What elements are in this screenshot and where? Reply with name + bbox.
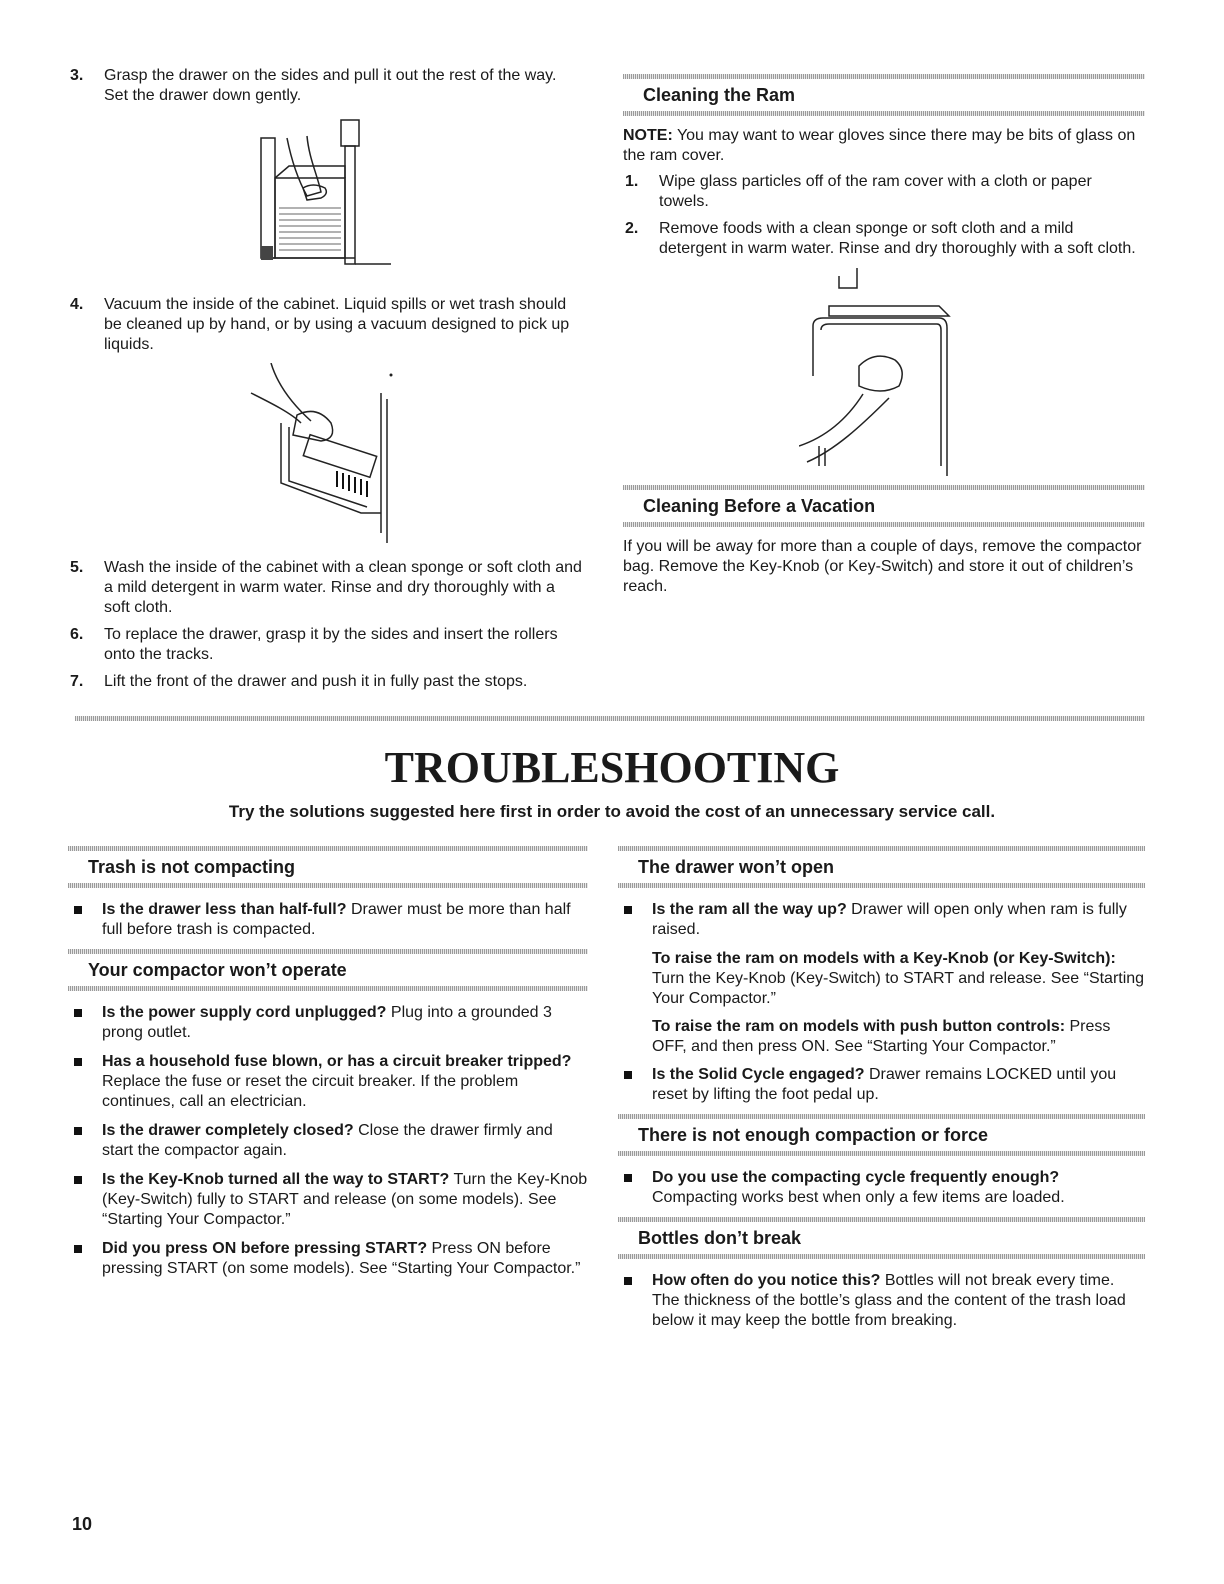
- bullet-icon: [68, 900, 102, 940]
- drawer-wont-open-header: [618, 846, 1145, 888]
- bullet-icon: [618, 1168, 652, 1208]
- list-item: How often do you notice this? Bottles will not break every time. The thickness of the bottle’s glass and the content of the trash load below it may keep the bottle from breaking.: [618, 1271, 1145, 1331]
- section-title: Trash is not compacting: [88, 857, 296, 877]
- ram-cleaning-illustration: [799, 266, 969, 481]
- section-title: There is not enough compaction or force: [638, 1125, 989, 1145]
- left-instructions: [68, 66, 583, 699]
- bullet-icon: [68, 1052, 102, 1112]
- bullet-icon: [618, 1065, 652, 1105]
- section-title: The drawer won’t open: [638, 857, 835, 877]
- wont-operate-header: [68, 949, 588, 991]
- bullet-icon: [68, 1170, 102, 1230]
- step-3: 3. Grasp the drawer on the sides and pull it out the rest of the way. Set the drawer down gently.: [70, 67, 557, 104]
- page-subtitle: Try the solutions suggested here first in order to avoid the cost of an unnecessary service call.: [228, 802, 996, 821]
- vacuum-cabinet-illustration: [241, 363, 411, 548]
- list-item: Is the power supply cord unplugged? Plug into a grounded 3 prong outlet.: [68, 1003, 588, 1043]
- bullet-icon: [68, 1239, 102, 1279]
- section-title: Your compactor won’t operate: [88, 960, 347, 980]
- divider: [623, 522, 1145, 527]
- ram-step-2: 2. Remove foods with a clean sponge or soft cloth and a mild detergent in warm water. Rinse and dry thoroughly with a soft cloth.: [625, 220, 1136, 257]
- step-5: 5. Wash the inside of the cabinet with a clean sponge or soft cloth and a mild detergent in warm water. Rinse and dry thoroughly with a soft cloth.: [70, 559, 582, 616]
- ram-step-1: 1. Wipe glass particles off of the ram cover with a cloth or paper towels.: [625, 173, 1092, 210]
- list-item: Has a household fuse blown, or has a circuit breaker tripped? Replace the fuse or reset the circuit breaker. If the problem continues, call an electrician.: [68, 1052, 588, 1112]
- divider: [623, 111, 1145, 116]
- page-number: 10: [72, 1514, 93, 1534]
- page-title: TROUBLESHOOTING: [384, 743, 840, 792]
- list-item: Do you use the compacting cycle frequently enough? Compacting works best when only a few items are loaded.: [618, 1168, 1145, 1208]
- section-title: Cleaning the Ram: [643, 85, 796, 105]
- vacation-text: If you will be away for more than a couple of days, remove the compactor bag. Remove the Key-Knob (or Key-Switch) and store it out of children’s reach.: [623, 538, 1142, 595]
- bullet-icon: [68, 1121, 102, 1161]
- bullet-icon: [618, 900, 652, 940]
- bullet-icon: [68, 1003, 102, 1043]
- step-6: 6. To replace the drawer, grasp it by the sides and insert the rollers onto the tracks.: [70, 626, 558, 663]
- list-item: Did you press ON before pressing START? Press ON before pressing START (on some models). See “Starting Your Compactor.”: [68, 1239, 588, 1279]
- step-4: 4. Vacuum the inside of the cabinet. Liquid spills or wet trash should be cleaned up by hand, or by using a vacuum designed to pick up liquids.: [70, 296, 570, 353]
- page-divider: [75, 716, 1145, 721]
- list-item: Is the drawer completely closed? Close the drawer firmly and start the compactor again.: [68, 1121, 588, 1161]
- vacation-header: [623, 485, 1145, 527]
- bullet-icon: [618, 1271, 652, 1331]
- troubleshooting-right: [618, 846, 1145, 1340]
- cleaning-ram-header: [623, 74, 1145, 116]
- sub-instruction: To raise the ram on models with push button controls: Press OFF, and then press ON. See “Starting Your Compactor.”: [652, 1018, 1111, 1055]
- trash-not-compacting-header: [68, 846, 588, 888]
- list-item: Is the ram all the way up? Drawer will open only when ram is fully raised.: [618, 900, 1145, 940]
- section-title: Bottles don’t break: [638, 1228, 802, 1248]
- list-item: Is the drawer less than half-full? Drawer must be more than half full before trash is compacted.: [68, 900, 588, 940]
- drawer-removal-illustration: [241, 118, 411, 283]
- ram-note: NOTE: You may want to wear gloves since there may be bits of glass on the ram cover.: [623, 127, 1136, 164]
- step-7: 7. Lift the front of the drawer and push it in fully past the stops.: [70, 673, 528, 690]
- not-enough-compaction-header: [618, 1114, 1145, 1156]
- sub-instruction: To raise the ram on models with a Key-Knob (or Key-Switch): Turn the Key-Knob (Key-Switch) to START and release. See “Starting Your Compactor.”: [652, 950, 1145, 1007]
- list-item: Is the Key-Knob turned all the way to START? Turn the Key-Knob (Key-Switch) fully to START and release (on some models). See “Starting Your Compactor.”: [68, 1170, 588, 1230]
- section-title: Cleaning Before a Vacation: [643, 496, 876, 516]
- troubleshooting-left: [68, 846, 588, 1288]
- list-item: Is the Solid Cycle engaged? Drawer remains LOCKED until you reset by lifting the foot pedal up.: [618, 1065, 1145, 1105]
- bottles-header: [618, 1217, 1145, 1259]
- right-maintenance: [623, 74, 1145, 603]
